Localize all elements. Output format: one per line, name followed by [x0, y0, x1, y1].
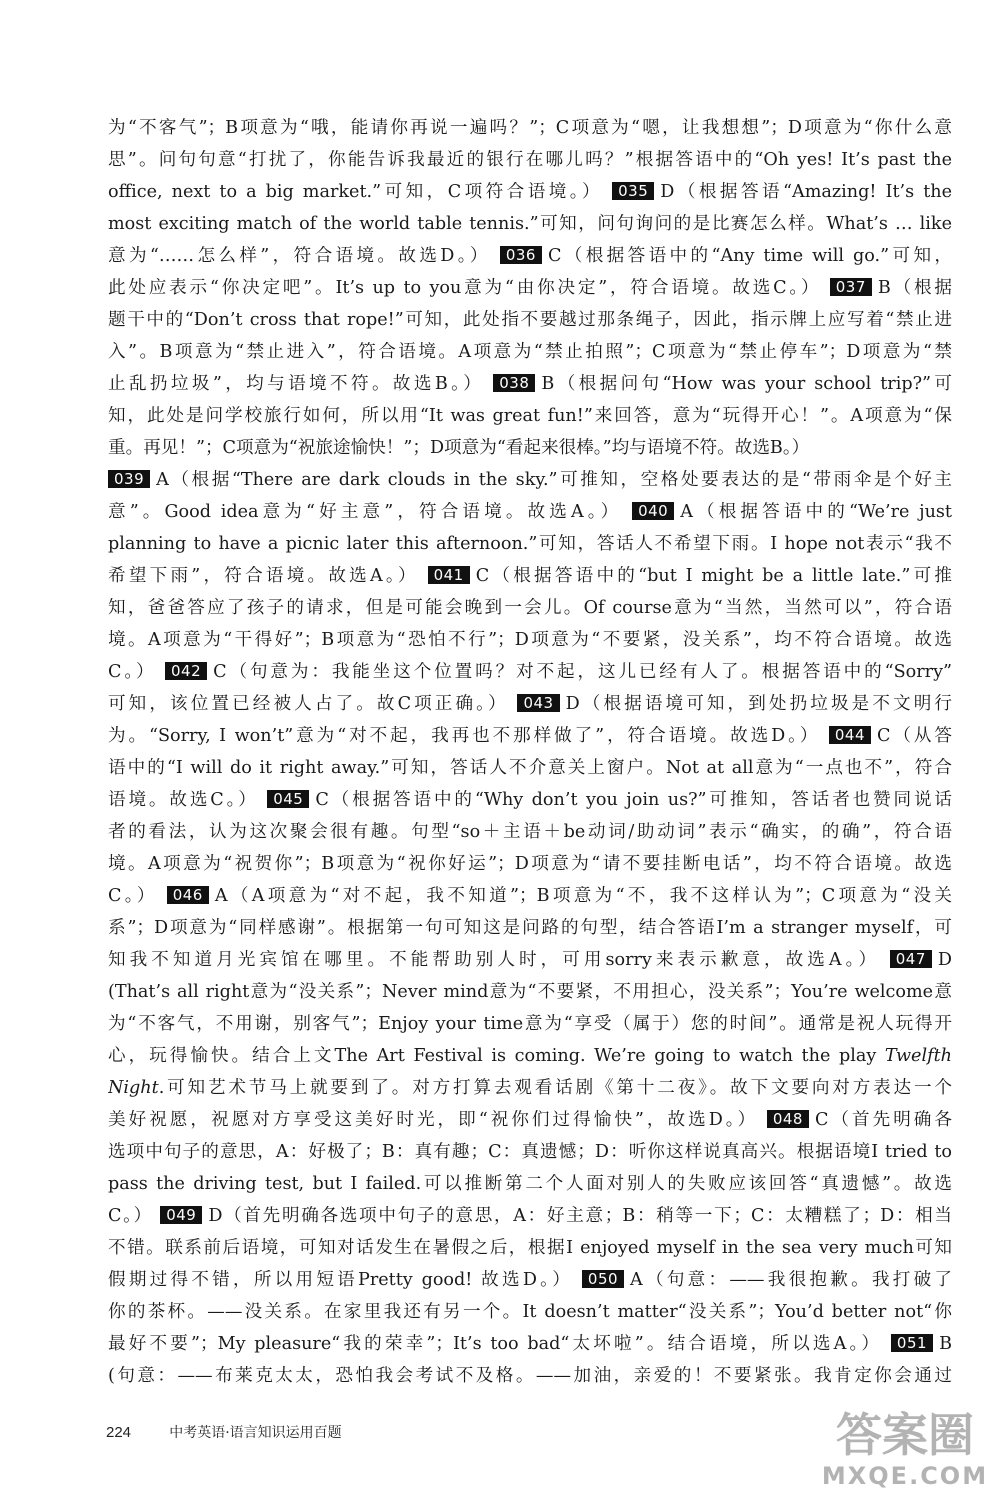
line-text: 选项中句子的意思，A：好极了；B：真有趣；C：真遗憾；D：听你这样说真高兴。根据语境I tried to — [108, 1142, 952, 1162]
text-line — [108, 848, 952, 880]
line-text: 为“不客气，不用谢，别客气”；Enjoy your time意为“享受（属于）您的时间”。通常是祝人玩得开 — [108, 1014, 952, 1034]
question-number-badge: 043 — [517, 694, 559, 712]
line-text: C。） — [108, 1206, 153, 1226]
line-text: .可知艺术节马上就要到了。对方打算去观看话剧《第十二夜》。故下文要向对方表达一个 — [158, 1078, 952, 1098]
line-text: D（根据答语“Amazing! It’s the — [660, 182, 952, 202]
line-text: C。） — [108, 662, 157, 682]
text-line — [108, 560, 952, 592]
line-text: 你的茶杯。——没关系。在家里我还有另一个。It doesn’t matter“没关系”；You’d better not“你 — [108, 1302, 952, 1322]
line-text: 知，此处是问学校旅行如何，所以用“It was great fun!”来回答，意为“玩得开心！”。A项意为“保 — [108, 406, 952, 426]
line-text: 系”；D项意为“同样感谢”。根据第一句可知这是问路的句型，结合答语I’m a stranger myself，可 — [108, 918, 952, 938]
text-line — [108, 1040, 952, 1072]
question-number-badge: 038 — [493, 374, 535, 392]
text-line — [108, 944, 952, 976]
line-text: 意为“……怎么样”，符合语境。故选D。） — [108, 246, 491, 266]
text-line — [108, 1008, 952, 1040]
line-text: 境。A项意为“干得好”；B项意为“恐怕不行”；D项意为“不要紧，没关系”，均不符合语境。故选 — [108, 630, 952, 650]
line-text: 希望下雨”，符合语境。故选A。） — [108, 566, 419, 586]
text-line — [108, 400, 952, 432]
text-line — [108, 464, 952, 496]
line-text: most exciting match of the world table tennis.”可知，问句询问的是比赛怎么样。What’s … like — [108, 214, 952, 234]
line-text: 不错。联系前后语境，可知对话发生在暑假之后，根据I enjoyed myself in the sea very much可知 — [108, 1238, 952, 1258]
line-text: 为“不客气”；B项意为“哦，能请你再说一遍吗？”；C项意为“嗯，让我想想”；D项意为“你什么意 — [108, 118, 952, 138]
page-footer — [106, 1422, 342, 1442]
line-text: D（首先明确各选项中句子的意思，A：好主意；B：稍等一下；C：太糟糕了；D：相当 — [208, 1206, 952, 1226]
line-text: C（根据答语中的“Any time will go.”可知， — [547, 246, 952, 266]
text-line — [108, 880, 952, 912]
line-text: B — [939, 1334, 952, 1354]
question-number-badge: 041 — [428, 566, 470, 584]
text-line — [108, 752, 952, 784]
text-line — [108, 304, 952, 336]
question-number-badge: 036 — [500, 246, 542, 264]
question-number-badge: 047 — [890, 950, 932, 968]
italic-title-text: Twelfth — [884, 1046, 952, 1066]
question-number-badge: 037 — [830, 278, 872, 296]
text-line — [108, 1136, 952, 1168]
text-line — [108, 1328, 952, 1360]
question-number-badge: 045 — [267, 790, 309, 808]
text-line — [108, 1072, 952, 1104]
line-text: C（首先明确各 — [814, 1110, 952, 1130]
line-text: C（根据答语中的“but I might be a little late.”可推 — [475, 566, 952, 586]
line-text: 入”。B项意为“禁止进入”，符合语境。A项意为“禁止拍照”；C项意为“禁止停车”；D项意为“禁 — [108, 342, 952, 362]
line-text: 知我不知道月光宾馆在哪里。不能帮助别人时，可用sorry来表示歉意，故选A。） — [108, 950, 881, 970]
line-text: 假期过得不错，所以用短语Pretty good! 故选D。） — [108, 1270, 574, 1290]
text-line — [108, 1360, 952, 1392]
line-text: office, next to a big market.”可知，C项符合语境。） — [108, 182, 604, 202]
line-text: 意”。Good idea意为“好主意”，符合语境。故选A。） — [108, 502, 623, 522]
watermark-logo-text: 答案圈 — [836, 1408, 974, 1462]
line-text: 可知，该位置已经被人占了。故C项正确。） — [108, 694, 509, 714]
text-line — [108, 816, 952, 848]
line-text: B（根据问句“How was your school trip?”可 — [541, 374, 952, 394]
line-text: planning to have a picnic later this afternoon.”可知，答话人不希望下雨。I hope not表示“我不 — [108, 534, 952, 554]
line-text: A（A项意为“对不起，我不知道”；B项意为“不，我不这样认为”；C项意为“没关 — [214, 886, 952, 906]
question-number-badge: 048 — [767, 1110, 809, 1128]
text-line — [108, 240, 952, 272]
line-text: 最好不要”；My pleasure“我的荣幸”；It’s too bad“太坏啦”。结合语境，所以选A。） — [108, 1334, 883, 1354]
text-line — [108, 368, 952, 400]
question-number-badge: 044 — [829, 726, 871, 744]
text-line — [108, 1232, 952, 1264]
book-title: 中考英语·语言知识运用百题 — [169, 1425, 342, 1441]
text-line — [108, 624, 952, 656]
line-text: 美好祝愿，祝愿对方享受这美好时光，即“祝你们过得愉快”，故选D。） — [108, 1110, 759, 1130]
text-line — [108, 176, 952, 208]
watermark-url: MXQE.COM — [821, 1462, 989, 1490]
page-number: 224 — [106, 1424, 132, 1441]
line-text: 知，爸爸答应了孩子的请求，但是可能会晚到一会儿。Of course意为“当然，当然可以”，符合语 — [108, 598, 952, 618]
text-line — [108, 688, 952, 720]
line-text: C。） — [108, 886, 158, 906]
line-text: D — [937, 950, 952, 970]
line-text: 心，玩得愉快。结合上文The Art Festival is coming. We’re going to watch the play — [108, 1046, 885, 1066]
line-text: C（根据答语中的“Why don’t you join us?”可推知，答话者也赞同说话 — [315, 790, 952, 810]
line-text: 境。A项意为“祝贺你”；B项意为“祝你好运”；D项意为“请不要挂断电话”，均不符合语境。故选 — [108, 854, 952, 874]
italic-title-text: Night — [108, 1078, 159, 1098]
line-text: A（句意：——我很抱歉。我打破了 — [630, 1270, 952, 1290]
text-line — [108, 784, 952, 816]
text-line — [108, 1200, 952, 1232]
text-line — [108, 432, 952, 464]
text-line — [108, 1296, 952, 1328]
text-line — [108, 592, 952, 624]
text-line — [108, 528, 952, 560]
line-text: A（根据答语中的“We’re just — [680, 502, 952, 522]
line-text: 语境。故选C。） — [108, 790, 259, 810]
site-watermark — [820, 1409, 990, 1504]
answer-explanations — [108, 112, 952, 1392]
question-number-badge: 050 — [582, 1270, 624, 1288]
line-text: 重。再见！”；C项意为“祝旅途愉快！”；D项意为“看起来很棒。”均与语境不符。故选B。） — [108, 438, 810, 458]
question-number-badge: 051 — [891, 1334, 933, 1352]
line-text: 止乱扔垃圾”，均与语境不符。故选B。） — [108, 374, 485, 394]
line-text: 语中的“I will do it right away.”可知，答话人不介意关上窗户。Not at all意为“一点也不”，符合 — [108, 758, 952, 778]
question-number-badge: 049 — [160, 1206, 202, 1224]
text-line — [108, 112, 952, 144]
text-line — [108, 1264, 952, 1296]
line-text: 为。“Sorry, I won’t”意为“对不起，我再也不那样做了”，符合语境。故选D。） — [108, 726, 821, 746]
line-text: pass the driving test, but I failed.可以推断第二个人面对别人的失败应该回答“真遗憾”。故选 — [108, 1174, 952, 1194]
line-text: 思”。问句句意“打扰了，你能告诉我最近的银行在哪儿吗？”根据答语中的“Oh yes! It’s past the — [108, 150, 952, 170]
line-text: D（根据语境可知，到处扔垃圾是不文明行 — [565, 694, 952, 714]
text-line — [108, 1168, 952, 1200]
text-line — [108, 976, 952, 1008]
text-line — [108, 336, 952, 368]
question-number-badge: 039 — [108, 470, 150, 488]
text-line — [108, 656, 952, 688]
question-number-badge: 035 — [612, 182, 654, 200]
line-text: 此处应表示“你决定吧”。It’s up to you意为“由你决定”，符合语境。故选C。） — [108, 278, 822, 298]
line-text: C（句意为：我能坐这个位置吗？对不起，这儿已经有人了。根据答语中的“Sorry” — [213, 662, 952, 682]
text-line — [108, 272, 952, 304]
text-line — [108, 208, 952, 240]
question-number-badge: 042 — [165, 662, 207, 680]
question-number-badge: 046 — [167, 886, 209, 904]
question-number-badge: 040 — [632, 502, 674, 520]
text-line — [108, 912, 952, 944]
text-line — [108, 496, 952, 528]
line-text: A（根据“There are dark clouds in the sky.”可推知，空格处要表达的是“带雨伞是个好主 — [156, 470, 952, 490]
line-text: C（从答 — [877, 726, 952, 746]
line-text: 题干中的“Don’t cross that rope!”可知，此处指不要越过那条绳子，因此，指示牌上应写着“禁止进 — [108, 310, 952, 330]
text-line — [108, 1104, 952, 1136]
text-line — [108, 144, 952, 176]
line-text: (句意：——布莱克太太，恐怕我会考试不及格。——加油，亲爱的！不要紧张。我肯定你会通过 — [108, 1366, 952, 1386]
text-line — [108, 720, 952, 752]
line-text: B（根据 — [877, 278, 952, 298]
line-text: (That’s all right意为“没关系”；Never mind意为“不要紧，不用担心，没关系”；You’re welcome意 — [108, 982, 952, 1002]
line-text: 者的看法，认为这次聚会很有趣。句型“so＋主语＋be动词/助动词”表示“确实，的确”，符合语 — [108, 822, 952, 842]
